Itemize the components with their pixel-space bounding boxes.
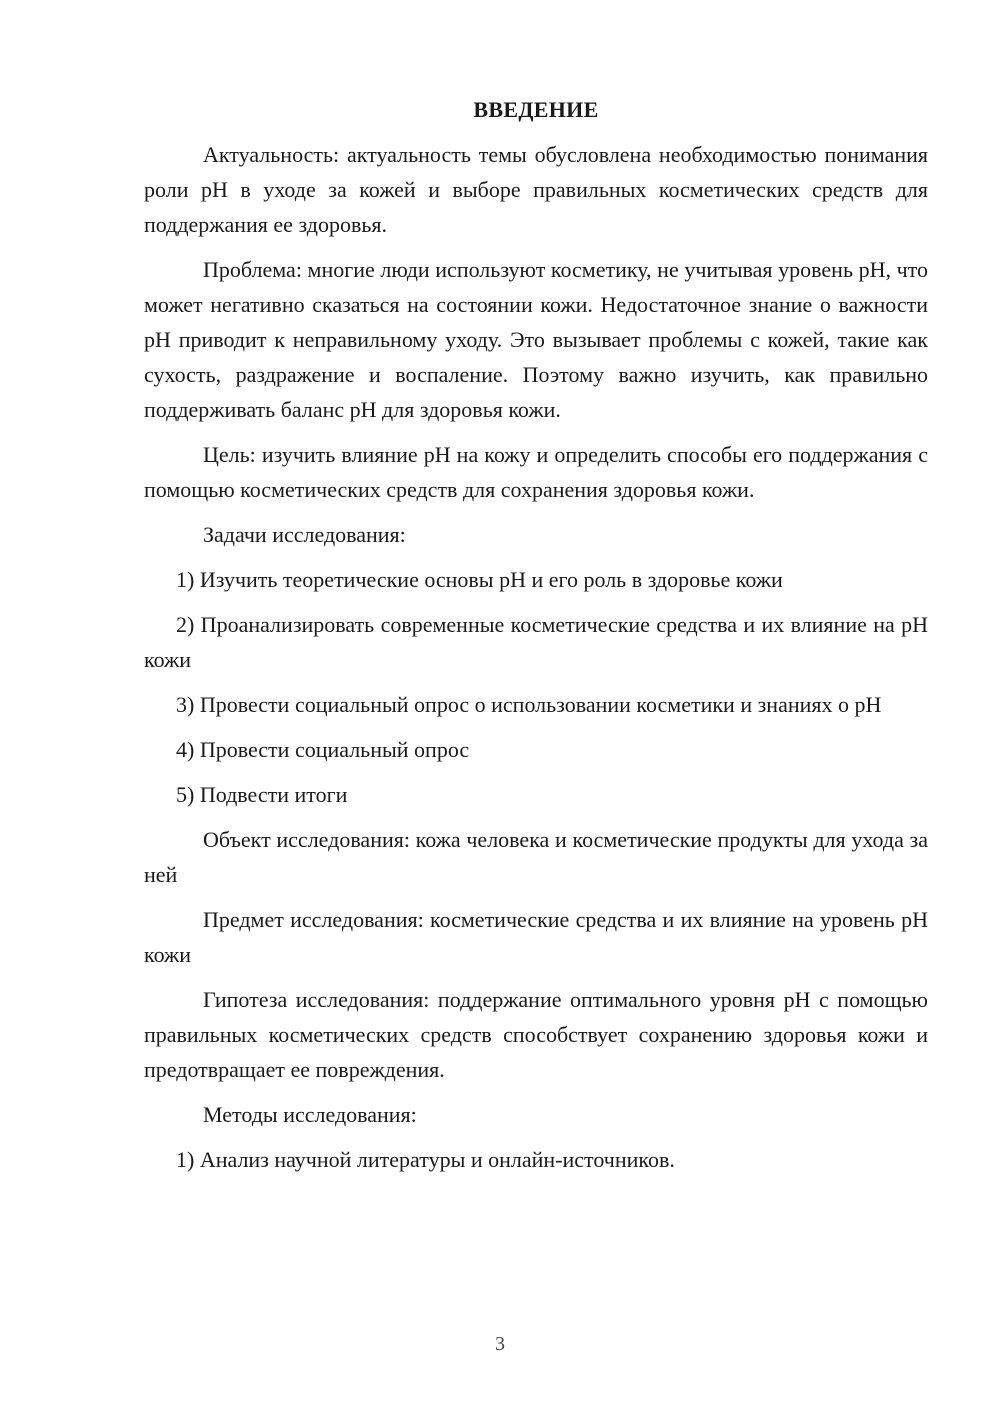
object-paragraph: Объект исследования: кожа человека и косметические продукты для ухода за ней	[144, 827, 928, 887]
relevance-paragraph: Актуальность: актуальность темы обусловлена необходимостью понимания роли pH в уходе за кожей и выборе правильных косметических средств для поддержания ее здоровья.	[144, 142, 928, 237]
task-item: 3) Провести социальный опрос о использовании косметики и знаниях о pH	[176, 692, 882, 717]
method-item: 1) Анализ научной литературы и онлайн-источников.	[176, 1147, 675, 1172]
task-item: 5) Подвести итоги	[176, 782, 348, 807]
goal-paragraph: Цель: изучить влияние pH на кожу и определить способы его поддержания с помощью косметических средств для сохранения здоровья кожи.	[144, 442, 928, 502]
task-item: 4) Провести социальный опрос	[176, 737, 470, 762]
problem-paragraph: Проблема: многие люди используют косметику, не учитывая уровень pH, что может негативно сказаться на состоянии кожи. Недостаточное знание о важности pH приводит к неправильному уходу. Это вызывает проблемы с кожей, такие как сухость, раздражение и воспаление. Поэтому важно изучить, как правильно поддерживать баланс pH для здоровья кожи.	[144, 257, 928, 422]
task-item: 1) Изучить теоретические основы pH и его роль в здоровье кожи	[176, 567, 783, 592]
page-number: 3	[495, 1333, 505, 1355]
document-page	[144, 92, 928, 1187]
hypothesis-paragraph: Гипотеза исследования: поддержание оптимального уровня pH с помощью правильных косметических средств способствует сохранению здоровья кожи и предотвращает ее повреждения.	[144, 987, 928, 1082]
tasks-heading: Задачи исследования:	[203, 522, 406, 547]
section-title: ВВЕДЕНИЕ	[473, 97, 599, 122]
subject-paragraph: Предмет исследования: косметические средства и их влияние на уровень pH кожи	[144, 907, 928, 967]
task-item: 2) Проанализировать современные косметические средства и их влияние на pH кожи	[144, 612, 928, 672]
methods-heading: Методы исследования:	[203, 1102, 417, 1127]
